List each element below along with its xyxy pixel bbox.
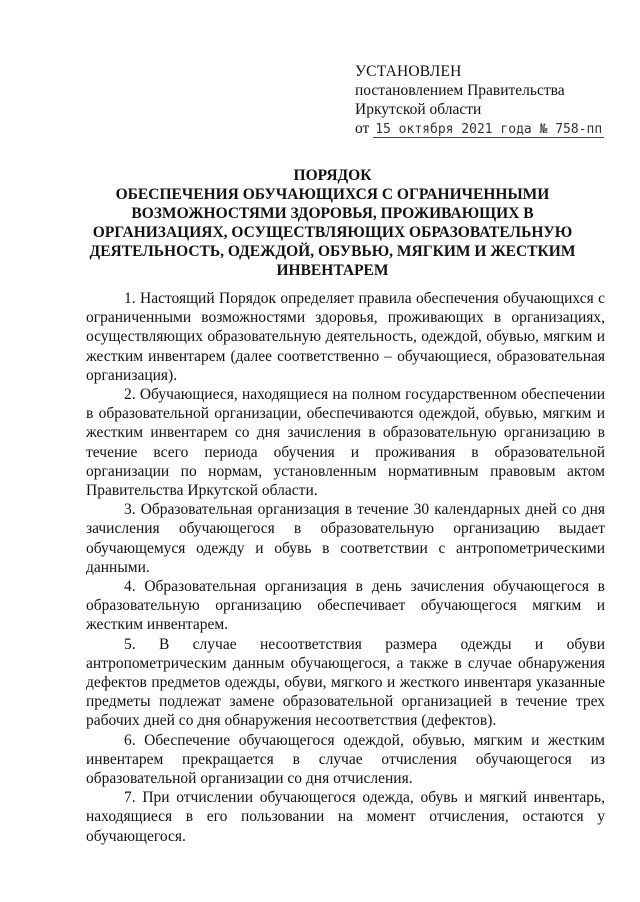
paragraph-6: 6. Обеспечение обучающегося одеждой, обувью, мягким и жестким инвентарем прекращается в случае отчисления обучающегося из образовательной организации со дня отчисления.	[86, 731, 605, 788]
paragraph-7: 7. При отчислении обучающегося одежда, обувь и мягкий инвентарь, находящиеся в его пользовании на момент отчисления, остаются у обучающегося.	[86, 789, 605, 845]
approval-line-decree: постановлением Правительства	[355, 82, 565, 99]
title-line: ИНВЕНТАРЕМ	[276, 262, 389, 279]
title-line: ПОРЯДОК	[293, 167, 372, 184]
title-line: ВОЗМОЖНОСТЯМИ ЗДОРОВЬЯ, ПРОЖИВАЮЩИХ В	[131, 205, 534, 222]
approval-line-region: Иркутской области	[355, 101, 482, 118]
approval-date-row	[355, 119, 625, 138]
approval-block	[355, 62, 625, 138]
approval-date-value: 15 октября 2021 года № 758-пп	[375, 122, 603, 137]
approval-heading: УСТАНОВЛЕН	[355, 63, 462, 80]
paragraph-5: 5. В случае несоответствия размера одежды и обуви антропометрическим данным обучающегося, а также в случае обнаружения дефектов предметов одежды, обуви, мягкого и жесткого инвентаря указанные предметы подлежат замене образовательной организацией в течение трех рабочих дней со дня обнаружения несоответствия (дефектов).	[86, 635, 605, 730]
title-line: ДЕЯТЕЛЬНОСТЬ, ОДЕЖДОЙ, ОБУВЬЮ, МЯГКИМ И ЖЕСТКИМ	[89, 243, 576, 260]
paragraph-4: 4. Образовательная организация в день зачисления обучающегося в образовательную организацию обеспечивает обучающегося мягким и жестким инвентарем.	[86, 578, 605, 634]
title-line: ОРГАНИЗАЦИЯХ, ОСУЩЕСТВЛЯЮЩИХ ОБРАЗОВАТЕЛЬНУЮ	[92, 224, 573, 241]
document-body	[86, 289, 605, 846]
title-line: ОБЕСПЕЧЕНИЯ ОБУЧАЮЩИХСЯ С ОГРАНИЧЕННЫМИ	[115, 186, 550, 203]
paragraph-2: 2. Обучающиеся, находящиеся на полном государственном обеспечении в образовательной организации, обеспечиваются одеждой, обувью, мягким и жестким инвентарем со дня зачисления в образовательную организацию в течение всего периода обучения и проживания в образовательной организации по нормам, установленным нормативным правовым актом Правительства Иркутской области.	[86, 386, 605, 500]
approval-date-prefix: от	[355, 120, 370, 137]
document-title	[60, 166, 605, 280]
paragraph-1: 1. Настоящий Порядок определяет правила обеспечения обучающихся с ограниченными возможностями здоровья, проживающих в организациях, осуществляющих образовательную деятельность, одеждой, обувью, мягким и жестким инвентарем (далее соответственно – обучающиеся, образовательная организация).	[86, 290, 605, 384]
paragraph-3: 3. Образовательная организация в течение 30 календарных дней со дня зачисления обучающегося в образовательную организацию выдает обучающемуся одежду и обувь в соответствии с антропометрическими данными.	[86, 501, 605, 576]
